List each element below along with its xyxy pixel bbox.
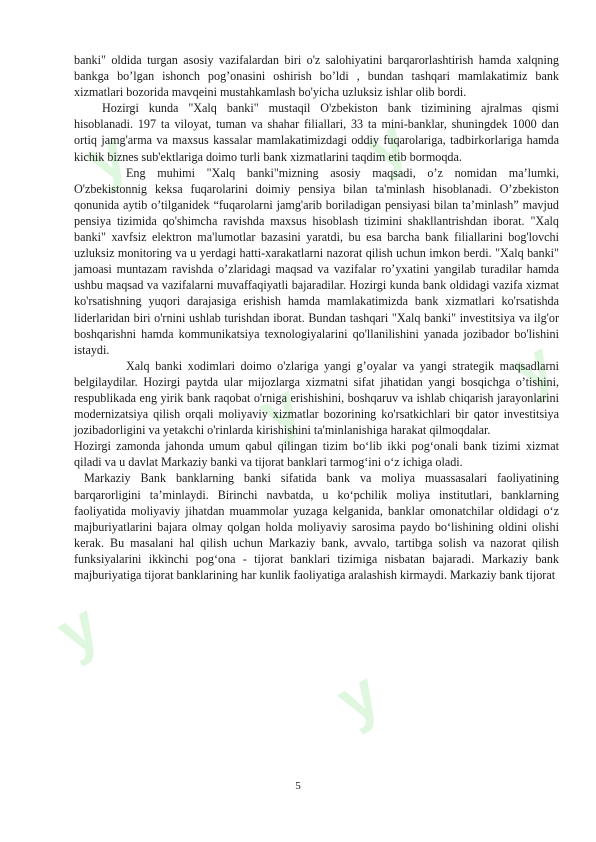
paragraph: Hozirgi kunda "Xalq banki" mustaqil O'zbekiston bank tizimining ajralmas qismi hisoblanadi. 197 ta viloyat, tuman va shahar filiallari, 33 ta mini-banklar, shuningdek 1000 dan ortiq jamg'arma va maxsus kassalar mamlakatimizdagi oddiy fuqarolariga, tadbirkorlariga hamda kichik biznes sub'ektlariga doimo turli bank xizmatlarini taqdim etib bormoqda. bbox=[74, 101, 559, 164]
watermark-glyph: y bbox=[44, 588, 112, 670]
paragraph: Xalq banki xodimlari doimo o'zlariga yangi g’oyalar va yangi strategik maqsadlarni belgilaydilar. Hozirgi paytda ular mijozlarga xizmatni sifat jihatidan yangi bosqichga o’tishini, respublikada eng yirik bank raqobat o'rniga erishishini, boshqaruv va ishlab chiqarish jarayonlarini modernizatsiya qilish orqali moliyaviy xizmatlar bozorining ko'rsatkichlari bir qator investitsiya jozibadorligini va yetakchi o'rinlarda kirishishini ta'minlanishiga harakat qilmoqdalar. bbox=[74, 358, 559, 438]
watermark-glyph: y bbox=[499, 326, 567, 408]
watermark-glyph: y bbox=[246, 368, 314, 450]
paragraph: Markaziy Bank banklarning banki sifatida bank va moliya muassasalari faoliyatining barqarorligini ta’minlaydi. Birinchi navbatda, u ko‘pchilik moliya institutlari, banklarning faoliyatida moliyaviy jihatdan muammolar yuzaga kelganida, banklar omonatchilar oldidagi o‘z majburiyatlarini bajara olmay qolgan holda moliyaviy sarosima paydo bo‘lishining oldini olishi kerak. Bu masalani hal qilish uchun Markaziy bank, avvalo, tartibga solish va nazorat qilish funksiyalarini ikkinchi pog‘ona - tijorat banklari tizimiga nisbatan bajaradi. Markaziy bank majburiyatiga tijorat banklarining har kunlik faoliyatiga aralashish kirmaydi. Markaziy bank tijorat bbox=[74, 471, 559, 582]
paragraph: Hozirgi zamonda jahonda umum qabul qilingan tizim bo‘lib ikki pog‘onali bank tizimi xizmat qiladi va u davlat Markaziy banki va tijorat banklari tarmog‘ini o‘z ichiga oladi. bbox=[74, 439, 559, 470]
paragraph: Eng muhimi "Xalq banki"mizning asosiy maqsadi, o’z nomidan ma’lumki, O'zbekistonnig keksa fuqarolarini doimiy pensiya bilan ta'minlash hisoblanadi. O’zbekiston qonunida aytib o’tilganidek “fuqarolarni jamg'arib boriladigan pensiyasi bilan ta’minlash” mavjud pensiya tizimida qo'shimcha ravishda maxsus hisoblash tizimini shakllantrishdan iborat. "Xalq banki" xavfsiz elektron ma'lumotlar bazasini yaratdi, bu esa barcha bank filiallarini bog'lovchi uzluksiz monitoring va u yerdagi hatti-xarakatlarni nazorat qilish uchun imkon berdi. "Xalq banki" jamoasi muntazam ravishda o’zlaridagi maqsad va vazifalar ro’yxatini yangilab turadilar hamda ushbu maqsad va vazifalarni muvaffaqiyatli bajaradilar. Hozirgi kunda bank oldidagi vazifa xizmat ko'rsatishning yuqori darajasiga erishish hamda mamlakatimizda bank xizmatlari ko'rsatishda liderlaridan biri o'rnini ushlab turishdan iborat. Bundan tashqari "Xalq banki" investitsiya va ilg'or boshqarishni hamda kommunikatsiya texnologiyalarini qo'llanilishini yanada jozibador bo'lishini istaydi. bbox=[74, 165, 559, 357]
page-number: 5 bbox=[295, 780, 301, 792]
watermark-glyph: y bbox=[324, 656, 392, 738]
watermark-glyph: y bbox=[352, 104, 420, 186]
paragraph: banki" oldida turgan asosiy vazifalardan biri o'z salohiyatini barqarorlashtirish hamda xalqning bankga bo’lgan ishonch pog’onasini oshirish bo’ldi , bundan tashqari mamlakatimiz bank xizmatlari bozorida mavqeini mustahkamlash bo'yicha uzluksiz ishlar olib bordi. bbox=[74, 53, 559, 100]
document-body bbox=[74, 52, 559, 583]
watermark-glyph: y bbox=[72, 116, 140, 198]
